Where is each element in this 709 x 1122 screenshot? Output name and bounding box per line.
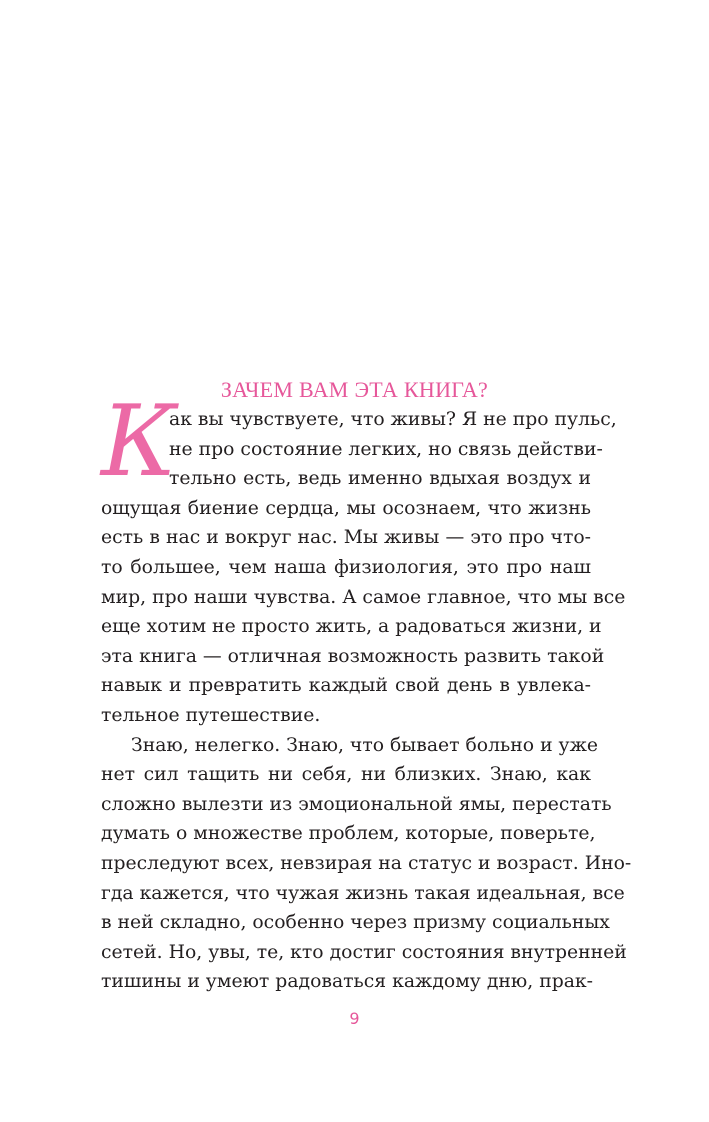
text-line: гда кажется, что чужая жизнь такая идеальная, все	[101, 882, 625, 904]
paragraph-2	[101, 731, 632, 997]
text-line: думать о множестве проблем, которые, поверьте,	[101, 823, 596, 845]
text-line: сетей. Но, увы, те, кто достиг состояния внутренней	[101, 941, 627, 963]
text-line: преследуют всех, невзирая на статус и возраст. Ино-	[101, 852, 632, 874]
body-text	[101, 405, 632, 997]
chapter-heading: ЗАЧЕМ ВАМ ЭТА КНИГА?	[220, 377, 489, 402]
text-line: навык и превратить каждый свой день в увлека-	[101, 675, 591, 697]
paragraph-1	[101, 405, 626, 731]
text-line: тельно есть, ведь именно вдыхая воздух и	[169, 468, 591, 490]
text-line: эта книга — отличная возможность развить такой	[101, 645, 605, 667]
text-line: есть в нас и вокруг нас. Мы живы — это про что-	[101, 527, 591, 549]
text-line: ак вы чувствуете, что живы? Я не про пульс,	[169, 409, 617, 430]
page-number: 9	[349, 1009, 360, 1028]
text-line: тишины и умеют радоваться каждому дню, прак-	[101, 971, 594, 993]
text-line: не про состояние легких, но связь действи-	[169, 438, 603, 460]
text-line: то большее, чем наша физиология, это про наш	[101, 556, 591, 578]
text-line: сложно вылезти из эмоциональной ямы, перестать	[101, 793, 612, 815]
text-line: нет сил тащить ни себя, ни близких. Знаю, как	[101, 764, 591, 786]
text-line: тельное путешествие.	[101, 704, 321, 726]
text-line: Знаю, нелегко. Знаю, что бывает больно и уже	[131, 734, 599, 756]
text-line: в ней складно, особенно через призму социальных	[101, 912, 610, 934]
text-line: мир, про наши чувства. А самое главное, что мы все	[101, 586, 626, 608]
text-line: ощущая биение сердца, мы осознаем, что жизнь	[101, 497, 591, 519]
drop-cap: К	[101, 385, 177, 499]
text-line: еще хотим не просто жить, а радоваться жизни, и	[101, 616, 602, 638]
